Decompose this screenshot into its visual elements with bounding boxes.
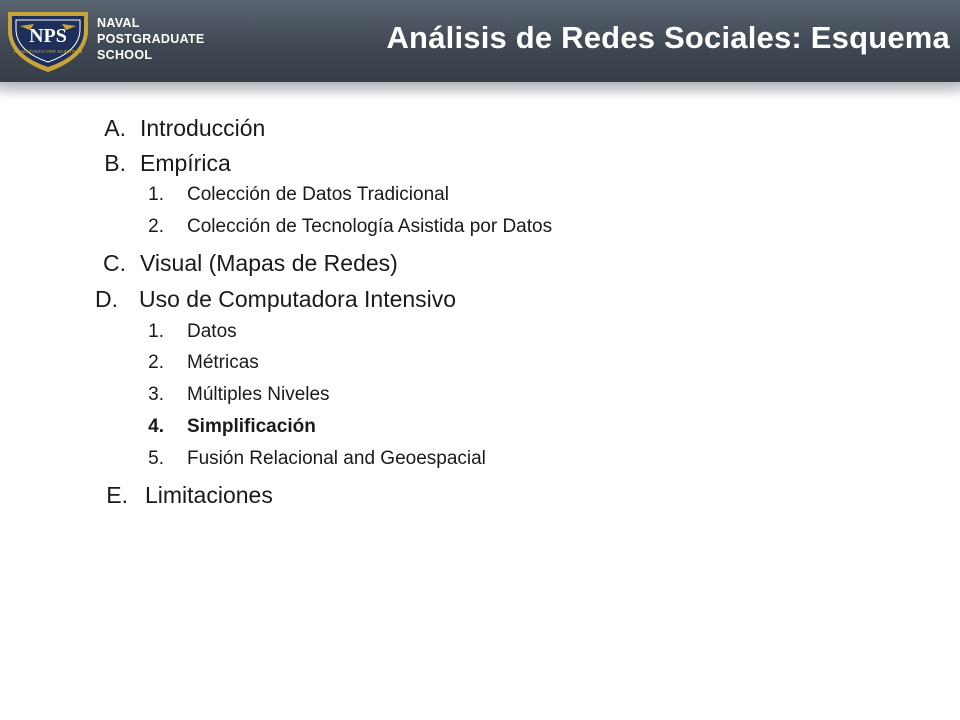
school-name: [97, 15, 205, 63]
outline-text: Introducción: [140, 115, 266, 141]
outline-marker: 2.: [148, 216, 164, 237]
header-bar: [0, 0, 960, 82]
outline-marker: C.: [103, 250, 126, 276]
outline-text: Limitaciones: [145, 482, 273, 508]
outline-marker: B.: [104, 150, 126, 176]
outline-marker: A.: [104, 115, 126, 141]
outline-marker: 1.: [148, 184, 164, 205]
logo-lettering: NPS: [29, 25, 67, 47]
outline-text: Visual (Mapas de Redes): [140, 250, 398, 276]
slide-title: Análisis de Redes Sociales: Esquema: [386, 20, 950, 55]
outline-marker: E.: [106, 482, 128, 508]
school-line-2: POSTGRADUATE: [97, 32, 205, 46]
outline-text: Uso de Computadora Intensivo: [139, 286, 457, 312]
logo-motto: PRAESTANTIA PER SCIENTIAM: [13, 49, 83, 54]
outline-marker: 1.: [148, 321, 164, 342]
school-line-3: SCHOOL: [97, 48, 153, 62]
outline-text: Colección de Tecnología Asistida por Datos: [187, 216, 553, 237]
outline-text: Múltiples Niveles: [187, 384, 330, 405]
school-line-1: NAVAL: [97, 16, 140, 30]
header-shadow: [0, 82, 960, 98]
outline-text: Colección de Datos Tradicional: [187, 184, 449, 205]
outline-text: Simplificación: [187, 416, 316, 437]
outline-text: Fusión Relacional and Geoespacial: [187, 448, 486, 469]
nps-shield-logo-icon: [6, 6, 90, 74]
outline-text: Métricas: [187, 352, 259, 373]
outline-marker: 4.: [148, 416, 164, 437]
outline-marker: 3.: [148, 384, 164, 405]
outline-text: Datos: [187, 321, 237, 342]
outline-marker: 5.: [148, 448, 164, 469]
outline-text: Empírica: [140, 150, 231, 176]
outline-marker: D.: [95, 286, 118, 312]
outline-marker: 2.: [148, 352, 164, 373]
